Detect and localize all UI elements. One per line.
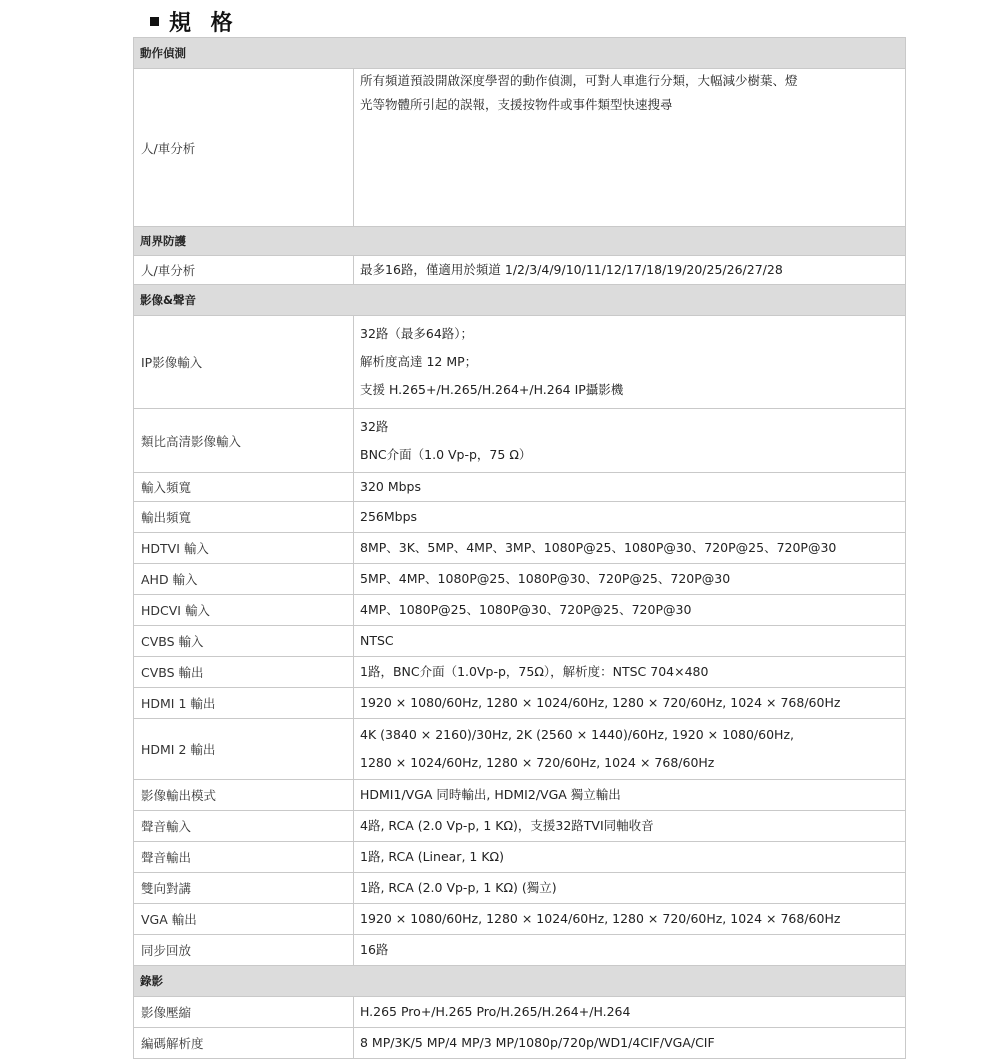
spec-value-line: 16路 [360, 942, 389, 957]
spec-row [134, 626, 906, 657]
spec-label: 編碼解析度 [134, 1028, 354, 1059]
spec-label: 聲音輸入 [134, 811, 354, 842]
spec-value-line: HDMI1/VGA 同時輸出, HDMI2/VGA 獨立輸出 [360, 787, 621, 802]
spec-value-line: 1路, RCA (2.0 Vp-p, 1 KΩ) (獨立) [360, 880, 557, 895]
spec-row [134, 409, 906, 473]
spec-value-line: 4MP、1080P@25、1080P@30、720P@25、720P@30 [360, 602, 692, 617]
section-header [134, 38, 906, 69]
spec-row [134, 595, 906, 626]
spec-row [134, 904, 906, 935]
spec-value [354, 409, 906, 473]
spec-heading-text: 規 格 [169, 11, 239, 36]
spec-row [134, 1028, 906, 1059]
section-header [134, 285, 906, 316]
spec-value [354, 564, 906, 595]
section-title: 影像&聲音 [134, 285, 906, 316]
spec-value [354, 997, 906, 1028]
spec-label: 人/車分析 [134, 69, 354, 227]
spec-row [134, 502, 906, 533]
spec-label: 輸入頻寬 [134, 473, 354, 502]
spec-value-line: 1路，BNC介面（1.0Vp-p，75Ω），解析度：NTSC 704×480 [360, 664, 709, 679]
spec-row [134, 473, 906, 502]
spec-row [134, 935, 906, 966]
square-bullet-icon [150, 17, 159, 26]
spec-label: HDMI 2 輸出 [134, 719, 354, 780]
spec-row [134, 69, 906, 227]
spec-value-line: 8 MP/3K/5 MP/4 MP/3 MP/1080p/720p/WD1/4CIF/VGA/CIF [360, 1035, 715, 1050]
spec-value [354, 657, 906, 688]
spec-row [134, 533, 906, 564]
spec-row [134, 657, 906, 688]
spec-value-line: 320 Mbps [360, 479, 421, 494]
spec-row [134, 842, 906, 873]
spec-value [354, 719, 906, 780]
spec-value-line: 最多16路，僅適用於頻道 1/2/3/4/9/10/11/12/17/18/19/20/25/26/27/28 [360, 262, 783, 277]
spec-heading [150, 6, 239, 37]
spec-value-line: 5MP、4MP、1080P@25、1080P@30、720P@25、720P@30 [360, 571, 731, 586]
spec-value [354, 256, 906, 285]
spec-label: VGA 輸出 [134, 904, 354, 935]
spec-label: 同步回放 [134, 935, 354, 966]
spec-table [133, 37, 905, 1059]
spec-label: 人/車分析 [134, 256, 354, 285]
section-title: 周界防護 [134, 227, 906, 256]
spec-label: AHD 輸入 [134, 564, 354, 595]
section-header [134, 227, 906, 256]
spec-row [134, 811, 906, 842]
spec-value-line: 支援 H.265+/H.265/H.264+/H.264 IP攝影機 [360, 382, 624, 397]
spec-label: HDTVI 輸入 [134, 533, 354, 564]
spec-value [354, 626, 906, 657]
spec-label: HDMI 1 輸出 [134, 688, 354, 719]
spec-value [354, 904, 906, 935]
spec-value-line: 4K (3840 × 2160)/30Hz, 2K (2560 × 1440)/60Hz, 1920 × 1080/60Hz, [360, 727, 794, 742]
spec-value-line: 所有頻道預設開啟深度學習的動作偵測，可對人車進行分類，大幅減少樹葉、燈 [360, 73, 798, 88]
spec-value-line: 1920 × 1080/60Hz, 1280 × 1024/60Hz, 1280 × 720/60Hz, 1024 × 768/60Hz [360, 911, 841, 926]
spec-label: 影像輸出模式 [134, 780, 354, 811]
spec-label: HDCVI 輸入 [134, 595, 354, 626]
spec-value [354, 473, 906, 502]
spec-label: 聲音輸出 [134, 842, 354, 873]
spec-value-line: BNC介面（1.0 Vp-p，75 Ω） [360, 446, 532, 462]
spec-value [354, 842, 906, 873]
spec-row [134, 316, 906, 409]
spec-value [354, 935, 906, 966]
spec-value-line: 8MP、3K、5MP、4MP、3MP、1080P@25、1080P@30、720P@25、720P@30 [360, 540, 837, 555]
spec-label: 類比高清影像輸入 [134, 409, 354, 473]
spec-value [354, 533, 906, 564]
spec-value-line: 256Mbps [360, 509, 418, 524]
spec-value-line: 1280 × 1024/60Hz, 1280 × 720/60Hz, 1024 × 768/60Hz [360, 755, 715, 770]
spec-label: 輸出頻寬 [134, 502, 354, 533]
spec-value [354, 688, 906, 719]
spec-label: 影像壓縮 [134, 997, 354, 1028]
spec-value-line: H.265 Pro+/H.265 Pro/H.265/H.264+/H.264 [360, 1004, 631, 1019]
spec-value [354, 69, 906, 227]
spec-value [354, 780, 906, 811]
spec-value-line: 32路（最多64路）； [360, 326, 474, 341]
spec-value-line: NTSC [360, 633, 394, 648]
spec-row [134, 256, 906, 285]
section-title: 錄影 [134, 966, 906, 997]
spec-value [354, 1028, 906, 1059]
section-header [134, 966, 906, 997]
spec-label: 雙向對講 [134, 873, 354, 904]
spec-row [134, 564, 906, 595]
spec-row [134, 997, 906, 1028]
spec-value [354, 502, 906, 533]
spec-label: IP影像輸入 [134, 316, 354, 409]
spec-value [354, 811, 906, 842]
spec-row [134, 780, 906, 811]
spec-value [354, 595, 906, 626]
spec-row [134, 719, 906, 780]
spec-value [354, 873, 906, 904]
spec-value-line: 32路 [360, 418, 389, 434]
spec-row [134, 688, 906, 719]
spec-label: CVBS 輸出 [134, 657, 354, 688]
spec-value-line: 1路, RCA (Linear, 1 KΩ) [360, 849, 504, 864]
spec-value-line: 1920 × 1080/60Hz, 1280 × 1024/60Hz, 1280 × 720/60Hz, 1024 × 768/60Hz [360, 695, 841, 710]
spec-value [354, 316, 906, 409]
section-title: 動作偵測 [134, 38, 906, 69]
spec-label: CVBS 輸入 [134, 626, 354, 657]
spec-row [134, 873, 906, 904]
spec-value-line: 4路, RCA (2.0 Vp-p, 1 KΩ)，支援32路TVI同軸收音 [360, 818, 654, 833]
spec-value-line: 解析度高達 12 MP； [360, 354, 478, 369]
spec-value-line: 光等物體所引起的誤報，支援按物件或事件類型快速搜尋 [360, 97, 673, 112]
